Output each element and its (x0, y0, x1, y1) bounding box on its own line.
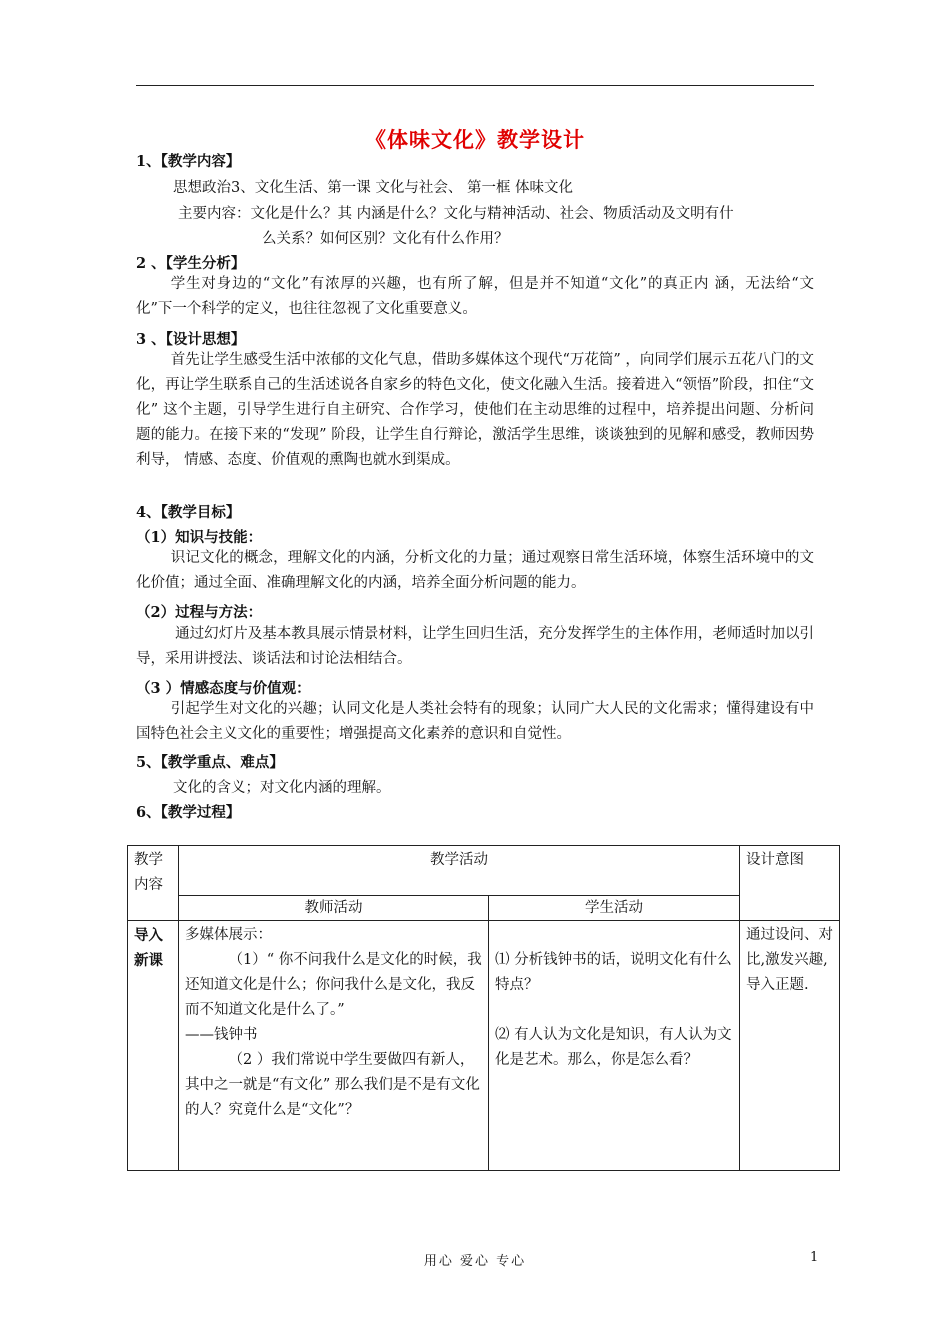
objective-1-heading: （1）知识与技能： (136, 529, 263, 546)
page-footer: 用心 爱心 专心 (423, 1254, 527, 1269)
section-1-heading: 1、【教学内容】 (136, 153, 241, 170)
section-1-line-1: 思想政治3、文化生活、第一课 文化与社会、 第一框 体味文化 (173, 180, 574, 196)
objective-2-text: 通过幻灯片及基本教具展示情景材料，让学生回归生活，充分发挥学生的主体作用，老师适时加以引导，采用讲授法、谈话法和讨论法相结合。 (136, 626, 814, 667)
section-2-heading: 2 、【学生分析】 (136, 255, 246, 272)
table-row (128, 921, 840, 1171)
header-student: 学生活动 (489, 896, 740, 921)
section-1-line-2: 主要内容：文化是什么？其 内涵是什么？文化与精神活动、社会、物质活动及文明有什 (178, 206, 734, 222)
page-number: 1 (810, 1250, 819, 1265)
teacher-intro: 多媒体展示： (185, 927, 272, 943)
objective-3-heading: （3 ）情感态度与价值观： (136, 680, 311, 697)
student-activity-1: ⑴ 分析钱钟书的话，说明文化有什么特点？ (495, 952, 732, 993)
header-content: 教学内容 (128, 846, 179, 921)
section-2-text: 学生对身边的“文化”有浓厚的兴趣，也有所了解，但是并不知道“文化”的真正内 涵，无法给“文化”下一个科学的定义，也往往忽视了文化重要意义。 (136, 276, 814, 317)
objective-2-heading: （2）过程与方法： (136, 604, 263, 621)
row-content: 导入新课 (128, 921, 179, 1171)
teacher-question-1-source: ——钱钟书 (185, 1027, 258, 1043)
row-design: 通过设问、对比,激发兴趣,导入正题. (740, 921, 840, 1171)
header-rule (136, 85, 814, 86)
section-6-heading: 6、【教学过程】 (136, 804, 241, 821)
student-activity-2: ⑵ 有人认为文化是知识，有人认为文化是艺术。那么，你是怎么看？ (495, 1027, 732, 1068)
section-5-text: 文化的含义；对文化内涵的理解。 (173, 780, 391, 796)
header-teacher: 教师活动 (179, 896, 489, 921)
header-design: 设计意图 (740, 846, 840, 921)
section-1-line-3: 么关系？如何区别？文化有什么作用？ (262, 231, 509, 247)
document-title: 《体味文化》教学设计 (365, 127, 585, 152)
teacher-question-2: （2 ）我们常说中学生要做四有新人，其中之一就是“有文化” 那么我们是不是有文化的人？究竟什么是“文化”？ (185, 1052, 480, 1118)
teacher-question-1: （1）“ 你不问我什么是文化的时候，我还知道文化是什么；你问我什么是文化，我反而不知道文化是什么了。” (185, 952, 482, 1018)
row-teacher-cell (179, 921, 489, 1171)
section-3-heading: 3 、【设计思想】 (136, 331, 246, 348)
objective-3-text: 引起学生对文化的兴趣；认同文化是人类社会特有的现象；认同广大人民的文化需求；懂得建设有中国特色社会主义文化的重要性；增强提高文化素养的意识和自觉性。 (136, 701, 814, 742)
teaching-process-table (127, 845, 840, 1171)
section-4-heading: 4、【教学目标】 (136, 504, 241, 521)
section-5-heading: 5、【教学重点、难点】 (136, 754, 284, 771)
section-3-text: 首先让学生感受生活中浓郁的文化气息，借助多媒体这个现代“万花筒” ，向同学们展示五花八门的文化，再让学生联系自己的生活述说各自家乡的特色文化，使文化融入生活。接着进入“领悟”阶段，扣住“文化” 这个主题，引导学生进行自主研究、合作学习，使他们在主动思维的过程中，培养提出问题、分析问题的能力。在接下来的“发现” 阶段，让学生自行辩论，激活学生思维，谈谈独到的见解和感受，教师因势利导， 情感、态度、价值观的熏陶也就水到渠成。 (136, 352, 815, 468)
row-student-cell (489, 921, 740, 1171)
header-activity: 教学活动 (179, 846, 740, 896)
objective-1-text: 识记文化的概念，理解文化的内涵，分析文化的力量；通过观察日常生活环境，体察生活环境中的文化价值；通过全面、准确理解文化的内涵，培养全面分析问题的能力。 (136, 550, 814, 591)
